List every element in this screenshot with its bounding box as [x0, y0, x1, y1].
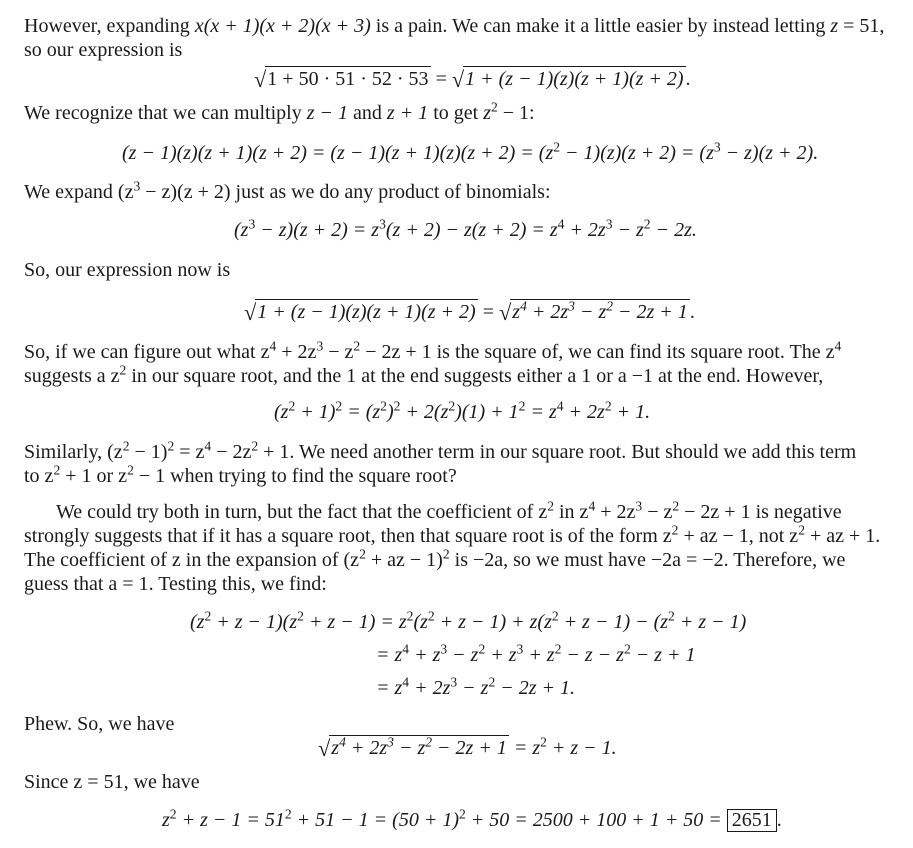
radical [318, 734, 509, 761]
exponent: 2 [297, 608, 304, 624]
math-run: = z [508, 737, 541, 759]
relation: = [477, 301, 499, 323]
exponent: 4 [339, 734, 346, 750]
exponent: 4 [269, 338, 277, 354]
text-run: + az + 1. [804, 525, 881, 547]
text-run: to get [428, 102, 484, 124]
radicand [510, 299, 690, 324]
exponent: 2 [427, 608, 435, 624]
paragraph-similarly-line-2 [24, 464, 897, 488]
text-run: is −2a, so we must have −2a = −2. Therefore, we [449, 549, 846, 571]
math-run: (z [190, 611, 205, 633]
math-run: − 2z + 1 [613, 301, 688, 323]
equation-8 [162, 808, 782, 832]
paragraph-square-of-line-1 [24, 340, 897, 364]
math-expr: x(x + 1)(x + 2)(x + 3) [194, 15, 371, 37]
radical-sign-icon: √ [318, 736, 331, 761]
paragraph-coefficient-line-3 [24, 548, 897, 572]
math-run: − z [447, 644, 479, 666]
text-run: + az − 1) [365, 549, 443, 571]
text-run: in z [554, 501, 589, 523]
math-run: + z [485, 644, 517, 666]
radical-sign-icon: √ [244, 300, 257, 325]
text-run: − z)(z + 2) just as we do any product of binomials: [140, 181, 551, 203]
math-var: z [483, 102, 491, 124]
math-run: + 2z [409, 677, 451, 699]
math-run: = z [376, 644, 403, 666]
equation-3 [234, 218, 697, 242]
exponent: 2 [606, 298, 614, 314]
math-run: + z − 1) + z(z [434, 611, 552, 633]
text-run: + 2z [595, 501, 636, 523]
text-run: + 1. We need another term in our square root. But should we add this term [258, 441, 857, 463]
math-run: (z − 1)(z)(z + 1)(z + 2) = (z − 1)(z + 1)(z)(z + 2) = (z [122, 142, 554, 164]
math-run: − z [574, 301, 607, 323]
equation-6-row-3 [376, 676, 575, 700]
radical-right [452, 65, 686, 92]
exponent: 2 [406, 608, 414, 624]
exponent: 2 [668, 608, 675, 624]
math-run: + 50 = 2500 + 100 + 1 + 50 = [465, 809, 727, 831]
exponent: 2 [167, 438, 175, 454]
equation-5 [274, 400, 650, 424]
math-run: + 2z [526, 301, 569, 323]
exponent: 3 [248, 216, 256, 232]
math-run: z [512, 301, 521, 323]
radical-left [244, 298, 478, 325]
equation-6-row-2 [376, 643, 696, 667]
math-run: − z)(z + 2). [720, 142, 819, 164]
exponent: 3 [440, 641, 448, 657]
text-run: − 2z + 1 is negative [679, 501, 842, 523]
math-run: )(1) + 1 [455, 401, 519, 423]
paragraph-coefficient-line-2 [24, 524, 897, 548]
radicand: 1 + (z − 1)(z)(z + 1)(z + 2) [465, 68, 684, 90]
math-run: + 2z [564, 219, 606, 241]
text-run: = z [174, 441, 205, 463]
exponent: 3 [713, 139, 721, 155]
exponent: 2 [643, 216, 651, 232]
text-run: − 1 when trying to find the square root? [133, 465, 457, 487]
exponent: 4 [520, 298, 527, 314]
math-run: (z + 2) − z(z + 2) = z [385, 219, 558, 241]
equation-2 [122, 141, 818, 165]
text-run: We could try both in turn, but the fact that the coefficient of z [56, 501, 548, 523]
text-run: We recognize that we can multiply [24, 102, 307, 124]
exponent: 3 [568, 298, 575, 314]
exponent: 4 [557, 216, 565, 232]
math-run: + z − 1) [674, 611, 747, 633]
exponent: 2 [204, 608, 212, 624]
radical-right [499, 298, 690, 325]
math-expr: z + 1 [386, 102, 429, 124]
exponent: 2 [425, 734, 433, 750]
text-run: − z [323, 341, 354, 363]
math-run: − z − z [561, 644, 624, 666]
math-run: − z [457, 677, 489, 699]
text-run: − 2z + 1 is the square of, we can find its square root. The z [360, 341, 835, 363]
exponent: 2 [119, 362, 127, 378]
text-run: is a pain. We can make it a little easier by instead letting [370, 15, 831, 37]
text-run: + az − 1, not z [678, 525, 799, 547]
exponent: 2 [671, 522, 679, 538]
math-run: + z − 1. [546, 737, 617, 759]
math-run: ) [386, 401, 394, 423]
exponent: 2 [623, 641, 631, 657]
text-run: in our square root, and the 1 at the end suggests either a 1 or a −1 at the end. However, [126, 365, 824, 387]
math-run: = (z [342, 401, 381, 423]
exponent: 4 [204, 438, 212, 454]
exponent: 2 [540, 734, 547, 750]
math-run: − 2z + 1. [495, 677, 576, 699]
math-run: (z [413, 611, 428, 633]
math-run: − 2z + 1 [432, 737, 507, 759]
exponent: 2 [488, 674, 496, 690]
paragraph-coefficient-line-1 [24, 500, 897, 524]
text-run: We expand (z [24, 181, 134, 203]
text-run: Similarly, (z [24, 441, 123, 463]
math-run: (z [274, 401, 289, 423]
equation-1 [254, 65, 691, 92]
math-run: + z − 1)(z [211, 611, 298, 633]
radicand: 1 + (z − 1)(z)(z + 1)(z + 2) [257, 301, 476, 323]
text-run: = 51, [838, 15, 885, 37]
relation: = [430, 68, 452, 90]
math-run: = z [525, 401, 557, 423]
text-run: The coefficient of z in the expansion of (z [24, 549, 360, 571]
math-run: + 2z [345, 737, 388, 759]
radicand [329, 735, 509, 760]
math-expr: z − 1 [306, 102, 349, 124]
exponent: 2 [335, 398, 343, 414]
exponent: 2 [251, 438, 259, 454]
exponent: 2 [393, 398, 401, 414]
punct: . [689, 301, 695, 323]
exponent: 2 [547, 498, 554, 514]
math-run: + 2z [563, 401, 605, 423]
math-run: (z [234, 219, 249, 241]
text-run: − z [642, 501, 673, 523]
math-run: = z [376, 677, 403, 699]
exponent: 2 [448, 398, 456, 414]
math-run: + z − 1) − (z [558, 611, 669, 633]
exponent: 3 [605, 216, 613, 232]
text-run: strongly suggests that if it has a square root, then that square root is of the form z [24, 525, 672, 547]
math-run: + 2(z [400, 401, 449, 423]
text-run: and [348, 102, 387, 124]
paragraph-similarly-line-1 [24, 440, 897, 464]
exponent: 2 [478, 641, 486, 657]
math-run: + 1. [611, 401, 651, 423]
math-run: + z − 1 = 51 [176, 809, 285, 831]
paragraph-intro-line-1 [24, 14, 897, 38]
exponent: 2 [353, 338, 361, 354]
exponent: 4 [556, 398, 564, 414]
text-run: − 1) [129, 441, 168, 463]
exponent: 2 [604, 398, 612, 414]
exponent: 4 [834, 338, 842, 354]
exponent: 2 [127, 462, 134, 478]
radical-sign-icon: √ [498, 300, 512, 325]
exponent: 2 [553, 139, 561, 155]
final-answer-box: 2651 [727, 809, 777, 832]
math-run: − z [393, 737, 426, 759]
paragraph-square-of-line-2 [24, 364, 897, 388]
paragraph-expand [24, 180, 897, 204]
math-var: z [830, 15, 839, 37]
math-run: + 51 − 1 = (50 + 1) [291, 809, 459, 831]
paragraph-coefficient-line-4: guess that a = 1. Testing this, we find: [24, 573, 327, 595]
radical-sign-icon: √ [451, 67, 465, 92]
radical-sign-icon: √ [254, 67, 267, 92]
paragraph-intro-line-2: so our expression is [24, 39, 183, 61]
math-run: − 2z. [650, 219, 697, 241]
math-run: − z [612, 219, 644, 241]
radical-left [254, 65, 431, 92]
exponent: 4 [402, 674, 410, 690]
exponent: 2 [169, 806, 177, 822]
punct: . [776, 809, 782, 831]
exponent: 4 [402, 641, 410, 657]
equation-6-row-1 [190, 610, 746, 634]
exponent: 2 [490, 99, 498, 115]
math-run: z [331, 737, 340, 759]
paragraph-phew: Phew. So, we have [24, 713, 175, 735]
paragraph-now-is: So, our expression now is [24, 259, 231, 281]
exponent: 2 [53, 462, 61, 478]
exponent: 3 [635, 498, 643, 514]
exponent: 3 [316, 338, 324, 354]
text-run: to z [24, 465, 54, 487]
exponent: 2 [122, 438, 130, 454]
exponent: 4 [588, 498, 596, 514]
math-run: − z)(z + 2) = z [255, 219, 380, 241]
radicand: 1 + 50 · 51 · 52 · 53 [267, 68, 429, 90]
exponent: 2 [518, 398, 526, 414]
text-run: So, if we can figure out what z [24, 341, 270, 363]
exponent: 2 [442, 546, 450, 562]
punct: . [685, 68, 691, 90]
text-run: + 1 or z [60, 465, 128, 487]
exponent: 2 [798, 522, 805, 538]
exponent: 3 [133, 178, 141, 194]
exponent: 2 [284, 806, 292, 822]
math-run: − z + 1 [630, 644, 696, 666]
math-run: z [162, 809, 170, 831]
paragraph-since: Since z = 51, we have [24, 771, 200, 793]
exponent: 2 [554, 641, 562, 657]
equation-4 [244, 298, 695, 325]
text-run: + 2z [276, 341, 317, 363]
math-run: + z [523, 644, 555, 666]
exponent: 3 [379, 216, 386, 232]
exponent: 2 [380, 398, 387, 414]
math-run: + z − 1) = z [303, 611, 407, 633]
text-run: However, expanding [24, 15, 195, 37]
exponent: 2 [551, 608, 559, 624]
math-run: + z [409, 644, 441, 666]
exponent: 2 [672, 498, 680, 514]
equation-7 [318, 734, 617, 761]
text-run: − 1: [497, 102, 535, 124]
paragraph-multiply [24, 101, 897, 125]
text-run: − 2z [211, 441, 252, 463]
exponent: 2 [458, 806, 466, 822]
exponent: 3 [516, 641, 524, 657]
math-run: − 1)(z)(z + 2) = (z [560, 142, 714, 164]
exponent: 3 [450, 674, 458, 690]
exponent: 2 [288, 398, 296, 414]
math-run: + 1) [295, 401, 336, 423]
text-run: suggests a z [24, 365, 120, 387]
exponent: 3 [387, 734, 394, 750]
exponent: 2 [359, 546, 366, 562]
